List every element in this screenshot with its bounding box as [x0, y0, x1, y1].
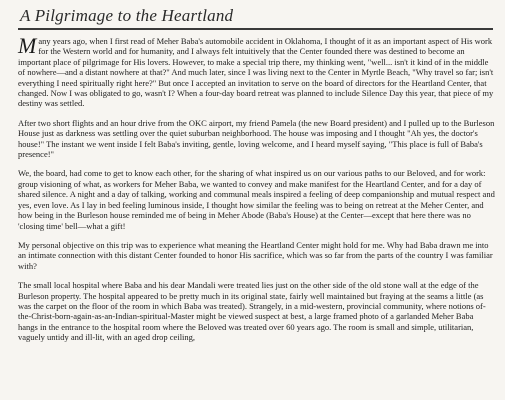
paragraph-3: We, the board, had come to get to know each other, for the sharing of what inspired us on our various paths to our Beloved, and for work: group visioning of what, as workers for Meher Baba, we wanted to convey and make manifest for the Heartland Center, and for a day of shared silence. A night and a day of talking, working and communal meals inspired a feeling of deep companionship and mutual respect and yes, even love. As I lay in bed feeling luminous inside, I thought how similar the feeling was to being on retreat at the Meher Center, and how being in the Burleson house reminded me of being in Meher Abode (Baba's House) at the Center—except that here there was no 'closing time' bell—what a gift! [18, 168, 495, 231]
drop-cap: M [18, 33, 37, 58]
article-body [18, 33, 495, 343]
paragraph-5: The small local hospital where Baba and his dear Mandali were treated lies just on the other side of the old stone wall at the edge of the Burleson property. The hospital appeared to be pretty much in its original state, fairly well maintained but fraying at the seams a little (as was the carpet on the floor of the room in which Baba was treated). Strangely, in a mid-western, provincial community, where notions of-the-Christ-born-again-as-an-Indian-spiritual-Master might be viewed suspect at best, a large framed photo of a garlanded Meher Baba hangs in the entrance to the hospital room where the Beloved was treated over 60 years ago. The room is small and simple, utilitarian, vaguely untidy and ill-lit, with an aged drop ceiling, [18, 280, 486, 343]
title-rule [18, 28, 493, 30]
paragraph-4: My personal objective on this trip was to experience what meaning the Heartland Center might hold for me. Why had Baba drawn me into an intimate connection with this distant Center founded to honor His sacrifice, which was so far from the parts of the country I was familiar with? [18, 239, 493, 271]
paragraph-1-text: any years ago, when I first read of Meher Baba's automobile accident in Oklahoma, I thought of it as an important aspect of His work for the Western world and for humanity, and I always felt intuitively that the Center founded there was destined to become an important place of pilgrimage for His lovers. However, to make a special trip there, my thinking went, "well... isn't it kind of in the middle of nowhere—and a distant nowhere at that?" And much later, since I was living next to the Center in Myrtle Beach, "Why travel so far; isn't everything I need spiritually right here?" But once I accepted an invitation to serve on the board of directors for the Heartland Center, that changed. Now I was obligated to go, wasn't I? When a four-day board retreat was planned to include Silence Day this year, that piece of my destiny was settled. [18, 36, 494, 109]
paragraph-2: After two short flights and an hour drive from the OKC airport, my friend Pamela (the new Board president) and I pulled up to the Burleson House just as darkness was settling over the quiet suburban neighborhood. The house was imposing and I thought "Ah yes, the doctor's house!" The instant we went inside I felt Baba's inviting, gentle, loving welcome, and I heard myself saying, "This place is full of Baba's presence!" [18, 117, 495, 160]
article-title: A Pilgrimage to the Heartland [20, 6, 234, 25]
paragraph-1 [18, 33, 495, 109]
